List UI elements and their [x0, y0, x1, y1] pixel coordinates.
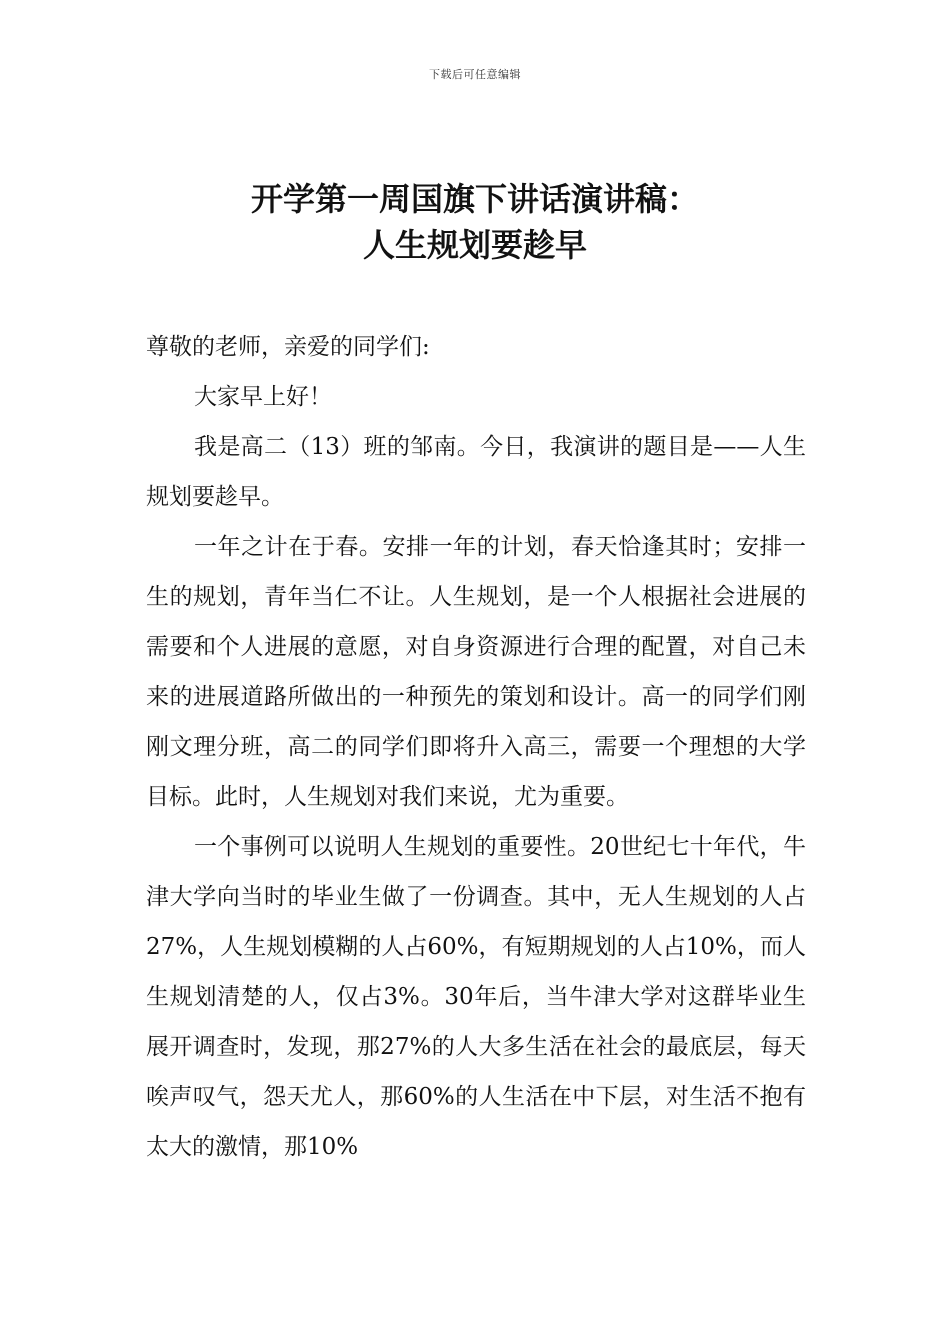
intro-paragraph: 我是高二（13）班的邹南。今日，我演讲的题目是——人生规划要趁早。: [146, 434, 806, 510]
body-paragraph: 一个事例可以说明人生规划的重要性。20世纪七十年代，牛津大学向当时的毕业生做了一份调查。其中，无人生规划的人占27%，人生规划模糊的人占60%，有短期规划的人占10%，而人生规划清楚的人，仅占3%。30年后，当牛津大学对这群毕业生展开调查时，发现，那27%的人大多生活在社会的最底层，每天唉声叹气，怨天尤人，那60%的人生活在中下层，对生活不抱有太大的激情，那10%: [146, 834, 806, 1160]
salutation: 尊敬的老师，亲爱的同学们:: [146, 334, 430, 360]
page-title: [0, 176, 950, 268]
header-note: 下载后可任意编辑: [429, 68, 521, 81]
greeting-paragraph: 大家早上好！: [194, 384, 332, 410]
document-body: [146, 322, 806, 1172]
title-line-1: 开学第一周国旗下讲话演讲稿：: [250, 180, 699, 218]
body-paragraph: 一年之计在于春。安排一年的计划，春天恰逢其时；安排一生的规划，青年当仁不让。人生规划，是一个人根据社会进展的需要和个人进展的意愿，对自身资源进行合理的配置，对自己未来的进展道路所做出的一种预先的策划和设计。高一的同学们刚刚文理分班，高二的同学们即将升入高三，需要一个理想的大学目标。此时，人生规划对我们来说，尤为重要。: [146, 534, 806, 810]
title-line-2: 人生规划要趁早: [362, 226, 587, 264]
